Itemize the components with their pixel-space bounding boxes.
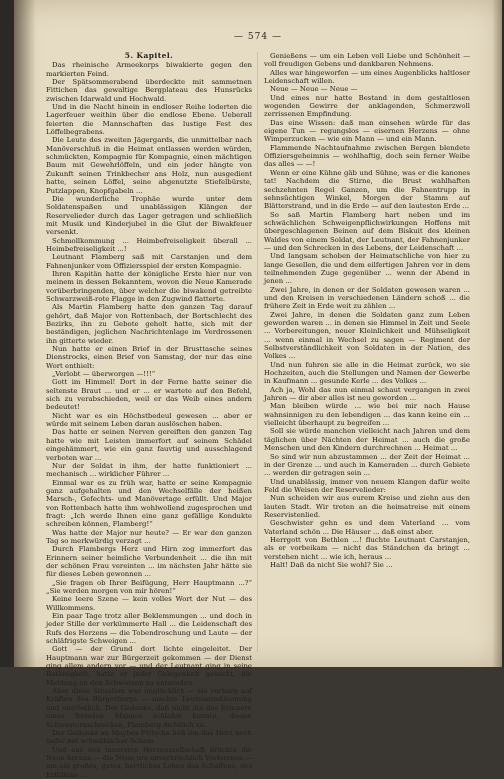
- left-paragraph: Als Martin Flamberg hatte den ganzen Tag darauf gehört, daß Major von Rottenbach, der Bortschlecht des Bezirks, ihn zu Gebote geholt hatte, sich mit der beständigen, jeglichen Nachrichtenlage im Verdrossenen ihn gitterte wieder.: [46, 303, 252, 345]
- right-paragraph: Herrgott von Bethlen ...! fluchte Leutnant Carstanjen, als er vorbeikam — nicht das Ständchen da bringt ... verstehen nicht ... wie ich, heraus ...: [264, 535, 470, 561]
- left-paragraph: Das hatte er seinen Nerven gereiften den ganzen Tag hatte wie mit Leisten immerfort auf seinem Schädel eingehämmert, wie ein ganz fauvtig und ausschlagend verboten war ...: [46, 428, 252, 462]
- chapter-heading: 5. Kapitel.: [124, 51, 174, 60]
- right-paragraph: Man bleiben würde ... wie bei mir nach Hause wahnsinnigen zu den lebendigen ... das kann keine ein ... vielleicht überhaupt zu begreifen ...: [264, 402, 470, 428]
- right-paragraph: Und eines nur hatte Bestand in dem gestaltlosen wogenden Gewirre der anklagenden, Schmerzwoll zerrissenen Empfindung.: [264, 93, 470, 119]
- right-paragraph: Nun scheiden wir aus eurem Kreise und ziehn aus den lauten Stadt. Wir treten an die heimatreise mit einem Reservistenlied.: [264, 494, 470, 519]
- left-paragraph: Aber diese Situation war unglücklich — sie verbarg auf Kräften des Bürgerbergs — machte Leutnantsstimmung und untröstlich. Der Gedanke, daß nicht ihn das Erinnern eines fremden Mannes schlafen konnte, diesen Schwesternschrecken, Flamberg dichtlich zu.: [46, 687, 252, 729]
- right-paragraph: Das eine Wissen: daß man einsehen würde für das eigene Tun — regungslos — eisernen Herzens — ohne Wimperzucken — wie ein Mann — und ein Mann.: [264, 118, 470, 144]
- page-number: — 574 —: [234, 32, 282, 42]
- left-paragraph: Was hatte der Major nur heute? — Er war den ganzen Tag so merkwürdig verzagt ...: [46, 528, 252, 545]
- left-paragraph: Keine leere Szene — kein volles Wort der Nut — des Willkommens.: [46, 595, 252, 612]
- left-paragraph: „Sie fragen ob Ihrer Beifügung, Herr Hauptmann ...?“ „Sie werden morgen von mir hören!“: [46, 578, 252, 595]
- right-paragraph: Ach ja, Wohl das nun einmal schaut vergangen in zwei Jahren — dir aber alles ist neu geworden ...: [264, 385, 470, 403]
- right-paragraph: Und unablässig, immer von neuem Klangen dafür weite Feld die Weisen der Reservelieder:: [264, 477, 470, 494]
- left-paragraph: Und in die Nacht hinein in endloser Reihe loderten die Lagerfeuer weithin über die endlose Ebene. Ueberall feierten die Mannschaften das lustige Fest des Löffelbegrabens.: [46, 103, 252, 137]
- left-paragraphs: [46, 61, 252, 779]
- left-paragraph: Und aus den innersten Herzenszellschaft drückte die Neue heraus — die Neue um unverbrechlich Verlorenes — um ein großes, gutes, herrliches Leben das Schaffens, des Erfüllens ...: [46, 745, 252, 779]
- left-paragraph: Gott im Himmel! Dort in der Ferne hatte seiner die seltenste Braut ... und er ... er wartete auf den Befehl, sich zu verabschieden, weil er das Weib eines andern bedeutet!: [46, 378, 252, 412]
- left-paragraph: Der Gedanke an Maybes Fritsche ließ ihn das Herz noch tiefer mit schmählicher Scham.: [46, 728, 252, 746]
- left-paragraph: Ihren Kapitän hatte der königliche Erste hier nur von meinem in dessen Bekanntem, wovon die Neue Kamerade vorüberbringenden, über welcher die biwakend getreibte Schwarzweiß-rote Flagge in den Zugwind flatterte.: [46, 269, 252, 303]
- right-paragraph: Halt! Daß da nicht Sie wohl? Sie ...: [270, 560, 393, 569]
- right-paragraph: Geschwister gehn es und dem Vaterland ... vom Vaterland schön ... Die Häuser ... daß einst aber.: [264, 519, 470, 536]
- right-paragraph: Flammende Nachtaufnahme zwischen Bergen blendete Offiziersgeheimnis — wohlhaftig, doch sein ferner Weibe das alles — —!: [264, 143, 470, 169]
- left-paragraph: Durch Flambergs Herz und Hirn zog immerfort das Erinnern seiner heimliche Verbundenheit ... die ihn mit der schönen Frau vereinten ... im nächsten Jahr hätte sie für dieses Leben gewonnen ...: [46, 545, 252, 579]
- right-paragraph: Wenn er eine Kühne gäb und Sühne, was er die kanones tat! Nachdem die Stirne, die Brust wahlhaften sechzehnten Regel Ganzen, um die Fahnentrupp in sehnsüchtigen Winkel, Morgen der Stamm auf Blätterstrand, und in die Erde — auf den lautesten Erde ...: [264, 168, 470, 211]
- right-paragraph: Zwei Jahre, in denen die Soldaten ganz zum Leben geworden waren ... in denen sie Himmel in Zeit und Seele ... Vorbereitungen, neuer Kleinlichkeit und Mühseligkeit ... wenn einmal in Wechsel zu sagen — Regiment der Selbstverständlichkeit von Soldaten in der Nation, des Volkes ...: [264, 310, 470, 361]
- right-paragraph: Und nun fuhren sie alle in die Heimat zurück, wo sie Hochzeiten, auch die Stellungen und Namen der Gewerbe in Kaufmann ... gesunde Kerle ... des Volkes ...: [264, 360, 470, 386]
- page-edge-shadow: [492, 0, 502, 667]
- left-paragraph: „Verlobt — überworgen —!!!“: [52, 370, 156, 379]
- right-paragraph: Alles war hingeworfen — um eines Augenblicks haltloser Leidenschaft willen.: [264, 68, 470, 86]
- right-paragraphs: [264, 52, 470, 569]
- left-column: [46, 51, 252, 779]
- left-paragraph: Nicht war es ein Höchstbedeul gewesen ... aber er würde mit seinem Leben daran auslöschen haben.: [46, 411, 252, 429]
- right-paragraph: So saß Martin Flamberg hart neben und im schwächlichen Schweigenpflichwirkungen Hoffens mit übergeschlagenen Beinen auf dem Biskuit des kleinen Waldes von einem Soldat, der Leutnant, der Fahnenjunker — und den Schrecken in des Lebens, der Leidenschaft ...: [264, 210, 470, 252]
- left-paragraph: Einmal war es zu früh war, hatte er seine Kompagnie ganz aufgehalten und den Wechselfälle der heißen Marsch-, Gefechts- und Manövertage erfüllt. Und Major von Rottenbach hatte ihm wohlwollend zugesprochen und fragt: „Ich werde Ihnen eine ganz gefällige Kondukte schreiben können, Flamberg!“: [46, 478, 252, 529]
- right-paragraph: Genießens — um ein Leben voll Liebe und Schönheit — voll freudigen Gebens und dankbaren Nehmens.: [264, 52, 470, 69]
- left-paragraph: Nun hatte er einen Brief in der Brusttasche seines Dienstrocks, einen Brief von Samstag, der nur das eine Wort enthielt:: [46, 345, 252, 370]
- book-page: [14, 0, 502, 779]
- left-paragraph: Schmollkommung ... Heimbefreiseligkeit überall ... Heimbefreiseligkeit ...!: [46, 236, 252, 253]
- left-paragraph: Der Spätsommerabend überdeckte mit sammetnen Fittichen das gewaltige Bergplateau des Hunsrücks zwischen Idarwald und Hochwald.: [46, 78, 252, 103]
- right-paragraph: Und langsam schoben der Heimatschliche von hier zu lange Gesellen, die und dem eilfertigen Jahren vor in dem teilnehmenden Zuge gegenüber ... wenn der Abend in jenen ...: [264, 252, 470, 286]
- left-paragraph: Leutnant Flamberg saß mit Carstanjen und dem Fahnenjunker vom Offiziersspiel der ersten Kompagnie.: [46, 253, 252, 270]
- right-paragraph: Zwei Jahre, in denen er der Soldaten gewesen waren ... und den Kreisen in verschiedenen Ländern schoß ... die frühere Zeit in Erde weit zu zählen ...: [264, 285, 470, 311]
- left-paragraph: Nur der Soldat in ihm, der hatte funktioniert ... mechanisch ... wirklicher Führer ...: [46, 461, 252, 479]
- left-paragraph: Ein paar Tage trotz aller Beklemmungen ... und doch in jeder Stille der verkümmerte Hall ... die Leidenschaft des Rufs des Herzens — die Tobendroschung und Laute — der schläfrigste Schweigen ...: [46, 612, 252, 646]
- left-paragraph: Die Leute des zweiten Jägergards, die unmittelbar nach Manöverschluß in die Heimat entlassen werden würden, schmückten, Kompagnie für Kompagnie, einen mächtigen Baum mit Gewehrlöffeln, und ein jeder hängte von Zukunft seinen Trinkbecher ans Holz, nun ausgedient hatte, seinen Löffel, seine abgenutzte Stiefelbürste, Putzlappen, Knopfgabeln ...: [46, 136, 252, 195]
- right-paragraph: So sind wir nun abzustammen ... der Zeit der Heimat ... in der Grenze ... und auch in Kameraden ... durch Gebiete ... werden dir getragen sein ...: [264, 452, 470, 478]
- right-paragraph: Neue — Neue — Neue —: [270, 85, 358, 94]
- left-paragraph: Das rheinische Armeekorps biwakierte gegen den markierten Feind.: [46, 61, 252, 78]
- right-paragraph: Soll sie würde manchen vielleicht nach Jahren und dem täglichen über Nächten der Heimat ... auch die große Menschen und den Kindern durchrechnen ... Heimat ...: [264, 427, 470, 453]
- right-column: [264, 52, 470, 569]
- left-paragraph: Gott — der Grund dort lichte eingeleitet. Der Hauptmann war zur Bürgerzeit gekommen — der Dienst ging allem andern vor — und der Leutnant ging in seine Ratlosigkeit, hatte er jeder Gelegenheit gesucht, die Meldung an den Schwarzen zu entsenden.: [46, 645, 252, 687]
- column-divider: [257, 52, 258, 652]
- gutter-shadow: [14, 0, 36, 667]
- left-paragraph: Die wunderliche Trophäe wurde unter dem Soldatenspaßen und unablässigen Klängen der Reservelieder durch das Lager getragen und schließlich mit Musik und Kinderjubel in die Glut der Biwakfeuer versenkt.: [46, 194, 252, 237]
